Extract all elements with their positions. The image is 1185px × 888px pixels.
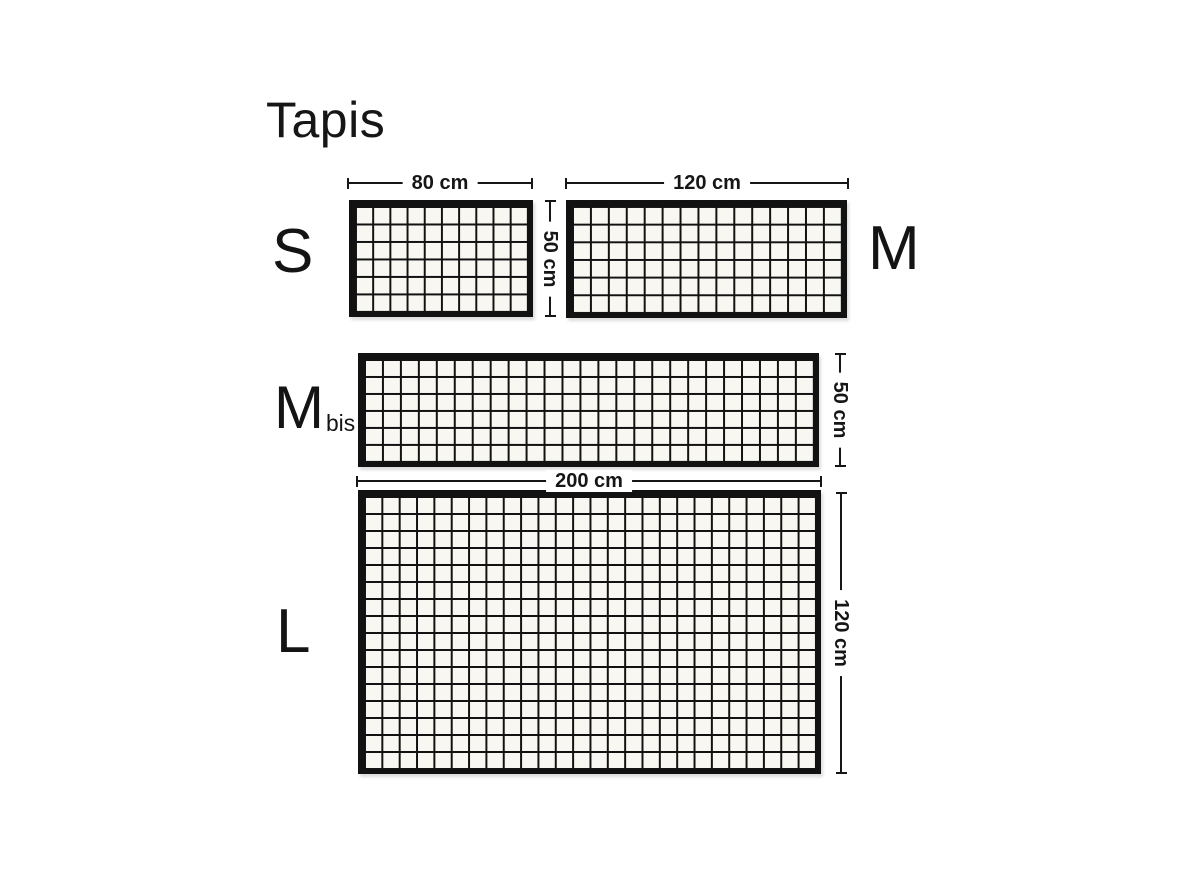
rug-label-subscript: bis <box>325 410 356 437</box>
dimension-tick <box>356 476 358 487</box>
dimension-tick <box>545 200 556 202</box>
dimension-tick <box>835 465 846 467</box>
rug-label-m <box>868 214 920 283</box>
dimension-tick <box>347 178 349 189</box>
dimension-s-m-height <box>539 200 561 317</box>
dimension-m-width <box>565 172 849 194</box>
dimension-tick <box>835 353 846 355</box>
dimension-label: 120 cm <box>830 590 852 676</box>
dimension-tick <box>545 315 556 317</box>
rug-label-l <box>276 597 311 666</box>
dimension-label: 120 cm <box>664 172 750 194</box>
dimension-tick <box>836 492 847 494</box>
dimension-tick <box>836 772 847 774</box>
dimension-s-width <box>347 172 533 194</box>
rug-l <box>358 490 821 774</box>
dimension-l-width <box>356 470 822 492</box>
rug-label-text: S <box>272 217 314 286</box>
dimension-label: 50 cm <box>829 373 851 448</box>
dimension-label: 80 cm <box>403 172 478 194</box>
page-title: Tapis <box>266 92 386 148</box>
rug-m-bis <box>358 353 819 467</box>
dimension-label: 50 cm <box>539 221 561 296</box>
rug-label-m-bis <box>274 374 356 441</box>
dimension-l-height <box>830 492 852 774</box>
rug-s <box>349 200 533 317</box>
dimension-tick <box>847 178 849 189</box>
rug-label-s <box>272 217 314 286</box>
rug-m <box>566 200 847 318</box>
dimension-tick <box>565 178 567 189</box>
dimension-label: 200 cm <box>546 470 632 492</box>
dimension-m-bis-height <box>829 353 851 467</box>
rug-label-text: M <box>274 374 324 441</box>
dimension-tick <box>820 476 822 487</box>
dimension-tick <box>531 178 533 189</box>
rug-label-text: M <box>868 214 920 283</box>
rug-label-text: L <box>276 597 311 666</box>
